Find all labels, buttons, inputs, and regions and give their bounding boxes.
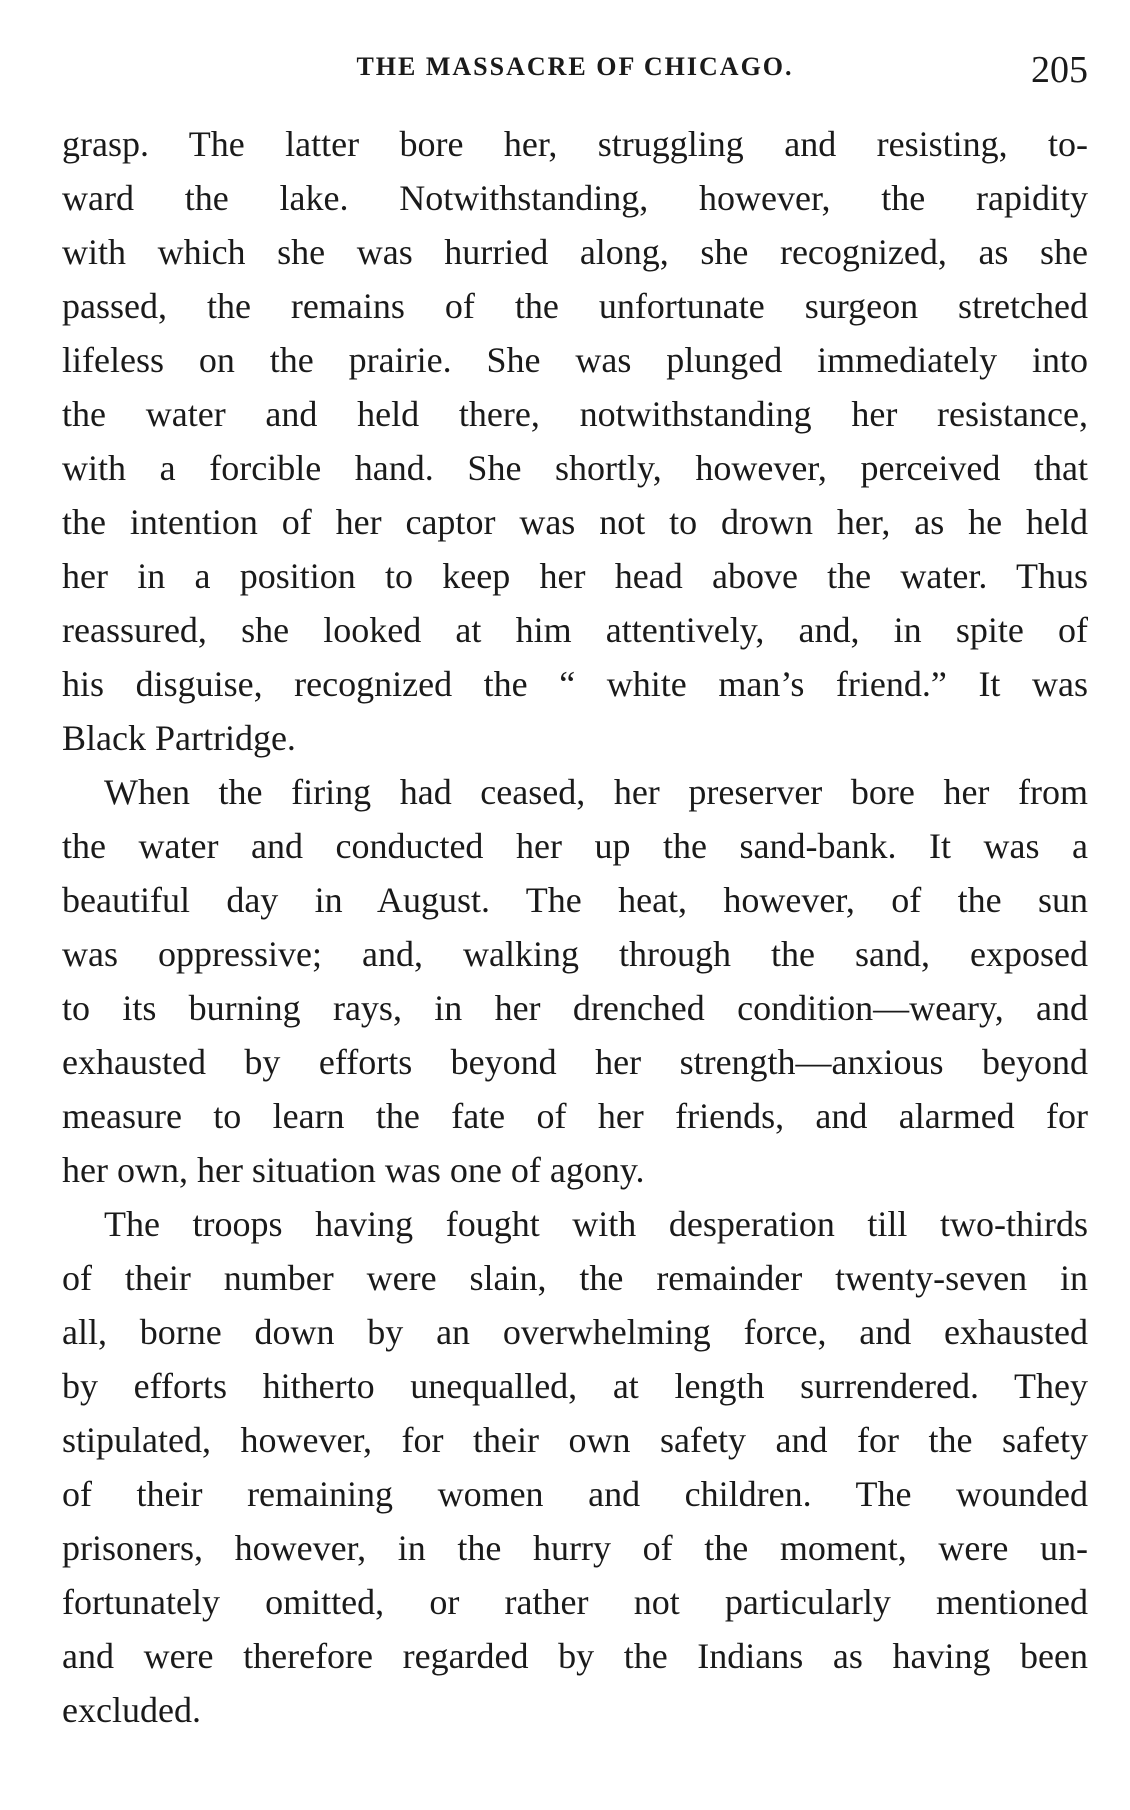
text-line: beautiful day in August. The heat, however, of the sun — [62, 880, 1088, 920]
running-head — [62, 48, 1088, 98]
text-line: with which she was hurried along, she recognized, as she — [62, 232, 1088, 272]
text-line: of their remaining women and children. The wounded — [62, 1474, 1088, 1514]
text-line: stipulated, however, for their own safety and for the safety — [62, 1420, 1088, 1460]
text-line: Black Partridge. — [62, 718, 296, 758]
text-line: and were therefore regarded by the Indians as having been — [62, 1636, 1088, 1676]
text-line: his disguise, recognized the “ white man’s friend.” It was — [62, 664, 1088, 704]
text-line: all, borne down by an overwhelming force, and exhausted — [62, 1312, 1088, 1352]
text-line: with a forcible hand. She shortly, however, perceived that — [62, 448, 1088, 488]
text-line: prisoners, however, in the hurry of the moment, were un- — [62, 1528, 1088, 1568]
text-line: excluded. — [62, 1690, 201, 1730]
page-number: 205 — [1031, 49, 1088, 91]
text-line: the water and conducted her up the sand-bank. It was a — [62, 826, 1088, 866]
text-line: The troops having fought with desperation till two-thirds — [104, 1204, 1088, 1244]
text-line: ward the lake. Notwithstanding, however, the rapidity — [62, 178, 1088, 218]
text-line: grasp. The latter bore her, struggling and resisting, to- — [62, 124, 1088, 164]
text-line: by efforts hitherto unequalled, at length surrendered. They — [62, 1366, 1088, 1406]
text-line: fortunately omitted, or rather not particularly mentioned — [62, 1582, 1088, 1622]
text-line: reassured, she looked at him attentively, and, in spite of — [62, 610, 1088, 650]
text-line: was oppressive; and, walking through the sand, exposed — [62, 934, 1088, 974]
text-line: the intention of her captor was not to drown her, as he held — [62, 502, 1088, 542]
text-line: lifeless on the prairie. She was plunged immediately into — [62, 340, 1088, 380]
text-line: of their number were slain, the remainder twenty-seven in — [62, 1258, 1088, 1298]
text-line: her own, her situation was one of agony. — [62, 1150, 645, 1190]
text-line: measure to learn the fate of her friends, and alarmed for — [62, 1096, 1088, 1136]
paragraph — [62, 1197, 1088, 1737]
text-line: passed, the remains of the unfortunate surgeon stretched — [62, 286, 1088, 326]
text-line: exhausted by efforts beyond her strength—anxious beyond — [62, 1042, 1088, 1082]
paragraph — [62, 765, 1088, 1197]
text-line: the water and held there, notwithstanding her resistance, — [62, 394, 1088, 434]
running-title: THE MASSACRE OF CHICAGO. — [356, 52, 794, 81]
text-line: her in a position to keep her head above the water. Thus — [62, 556, 1088, 596]
text-line: When the firing had ceased, her preserver bore her from — [104, 772, 1088, 812]
text-line: to its burning rays, in her drenched condition—weary, and — [62, 988, 1088, 1028]
paragraph — [62, 117, 1088, 765]
body-text — [62, 117, 1088, 1737]
